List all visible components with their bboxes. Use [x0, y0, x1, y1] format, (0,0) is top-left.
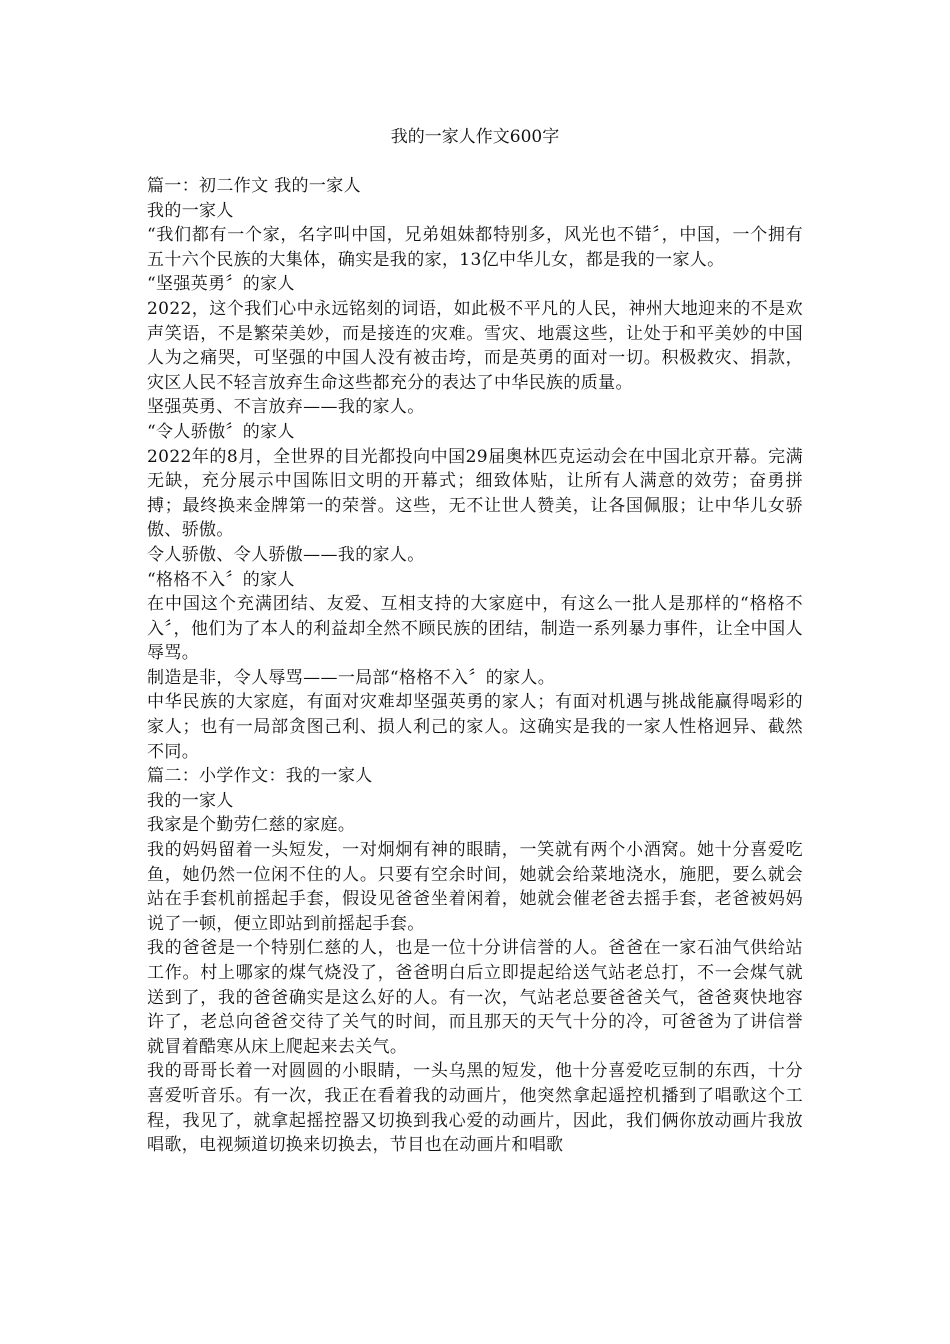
section-heading: 篇一：初二作文 我的一家人 — [147, 176, 361, 196]
paragraph: 我的妈妈留着一头短发，一对炯炯有神的眼睛，一笑就有两个小酒窝。她十分喜爱吃鱼，她仍然一位闲不住的人。只要有空余时间，她就会给菜地浇水，施肥，要么就会站在手套机前摇起手套，假设见爸爸坐着闲着，她就会催老爸去摇手套，老爸被妈妈说了一顿，便立即站到前摇起手套。 — [147, 840, 803, 934]
section-heading: 篇二：小学作文：我的一家人 — [147, 766, 373, 787]
paragraph: “我们都有一个家，名字叫中国，兄弟姐妹都特别多，风光也不错〞，中国，一个拥有五十六个民族的大集体，确实是我的家，13亿中华儿女，都是我的一家人。 — [147, 225, 803, 270]
subtitle: 我的一家人 — [147, 790, 234, 811]
subheading: “格格不入〞的家人 — [147, 569, 295, 590]
paragraph: 坚强英勇、不言放弃——我的家人。 — [147, 397, 425, 418]
document-body — [147, 174, 803, 1158]
subtitle: 我的一家人 — [147, 200, 234, 221]
document-title: 我的一家人作文600字 — [390, 127, 560, 147]
paragraph: 我的爸爸是一个特别仁慈的人，也是一位十分讲信誉的人。爸爸在一家石油气供给站工作。村上哪家的煤气烧没了，爸爸明白后立即提起给送气站老总打，不一会煤气就送到了，我的爸爸确实是这么好的人。有一次，气站老总要爸爸关气，爸爸爽快地容许了，老总向爸爸交待了关气的时间，而且那天的天气十分的冷，可爸爸为了讲信誉就冒着酷寒从床上爬起来去关气。 — [147, 938, 803, 1057]
paragraph: 在中国这个充满团结、友爱、互相支持的大家庭中，有这么一批人是那样的“格格不入〞，他们为了本人的利益却全然不顾民族的团结，制造一系列暴力事件，让全中国人辱骂。 — [147, 594, 803, 664]
paragraph: 制造是非，令人辱骂——一局部“格格不入〞的家人。 — [147, 667, 556, 688]
subheading: “坚强英勇〞的家人 — [147, 274, 295, 295]
document-page — [147, 124, 803, 1158]
paragraph: 令人骄傲、令人骄傲——我的家人。 — [147, 544, 425, 565]
subheading: “令人骄傲〞的家人 — [147, 421, 295, 442]
paragraph: 我家是个勤劳仁慈的家庭。 — [147, 815, 356, 836]
paragraph: 2022年的8月，全世界的目光都投向中国29届奥林匹克运动会在中国北京开幕。完满无缺，充分展示中国陈旧文明的开幕式；细致体贴，让所有人满意的效劳；奋勇拼搏；最终换来金牌第一的荣誉。这些，无不让世人赞美，让各国佩服；让中华儿女骄傲、骄傲。 — [147, 446, 803, 541]
paragraph: 中华民族的大家庭，有面对灾难却坚强英勇的家人；有面对机遇与挑战能赢得喝彩的家人；也有一局部贪图己利、损人利己的家人。这确实是我的一家人性格迥异、截然不同。 — [147, 692, 803, 762]
paragraph: 2022，这个我们心中永远铭刻的词语，如此极不平凡的人民，神州大地迎来的不是欢声笑语，不是繁荣美妙，而是接连的灾难。雪灾、地震这些，让处于和平美妙的中国人为之痛哭，可坚强的中国人没有被击垮，而是英勇的面对一切。积极救灾、捐款，灾区人民不轻言放弃生命这些都充分的表达了中华民族的质量。 — [147, 298, 803, 393]
paragraph: 我的哥哥长着一对圆圆的小眼睛，一头乌黑的短发，他十分喜爱吃豆制的东西，十分喜爱听音乐。有一次，我正在看着我的动画片，他突然拿起遥控机播到了唱歌这个工程，我见了，就拿起摇控器又切换到我心爱的动画片，因此，我们俩你放动画片我放唱歌，电视频道切换来切换去，节目也在动画片和唱歌 — [147, 1061, 803, 1156]
